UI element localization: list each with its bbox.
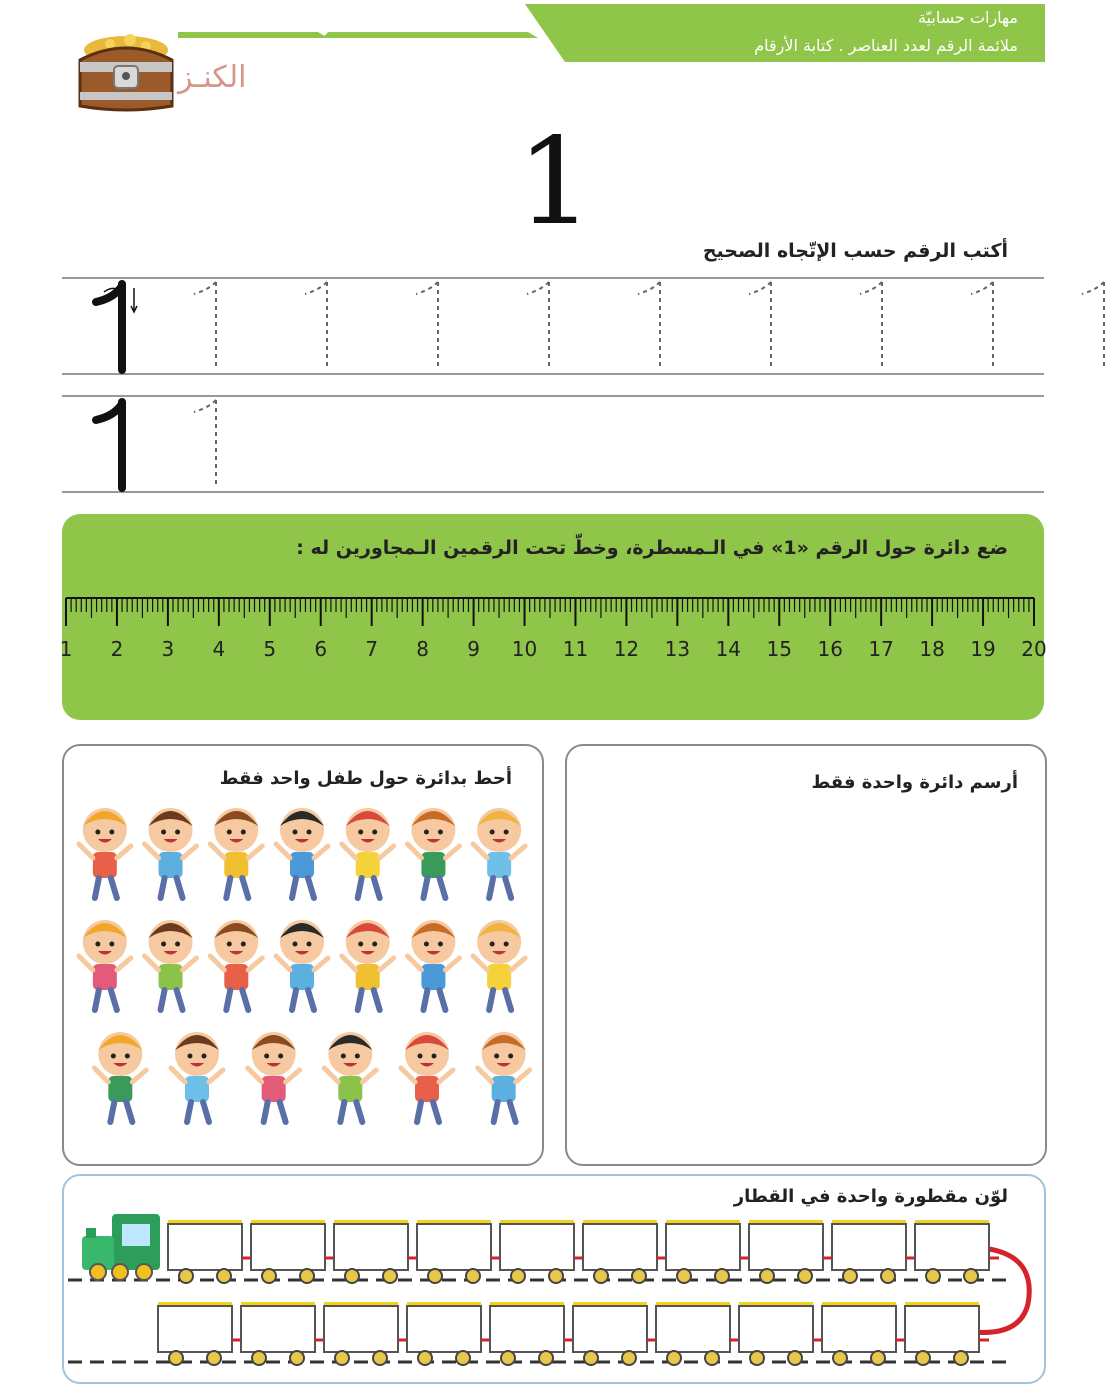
child-figure[interactable] [473,920,525,1010]
train-car[interactable] [905,1302,989,1365]
child-figure[interactable] [210,808,262,898]
train-engine[interactable] [82,1214,160,1280]
dashed-digit-one[interactable] [194,400,216,488]
child-figure[interactable] [79,808,131,898]
child-figure[interactable] [94,1032,146,1122]
brand-title: الكنـز [178,60,247,95]
train-car[interactable] [739,1302,823,1365]
train-car[interactable] [915,1220,999,1283]
child-figure[interactable] [324,1032,376,1122]
ruler-number[interactable]: 16 [817,637,843,661]
child-figure[interactable] [473,808,525,898]
child-figure[interactable] [407,808,459,898]
tracing-lines [62,270,1044,500]
circle-instruction: أرسم دائرة واحدة فقط [811,772,1018,793]
train-instruction: لوّن مقطورة واحدة في القطار [733,1186,1008,1207]
ruler-number[interactable]: 13 [664,637,691,661]
train-car[interactable] [251,1220,335,1283]
ruler-number[interactable]: 4 [212,637,226,661]
model-digit-row2 [96,402,122,488]
child-figure[interactable] [79,920,131,1010]
child-figure[interactable] [171,1032,223,1122]
dashed-digit-one[interactable] [1082,282,1104,370]
train-car[interactable] [158,1302,242,1365]
draw-circle-box[interactable] [565,744,1047,1166]
ruler-number[interactable]: 17 [868,637,894,661]
train-illustration[interactable] [62,1174,1046,1384]
ruler-number[interactable]: 7 [365,637,379,661]
dashed-digit-one[interactable] [638,282,660,370]
ruler-instruction: ضع دائرة حول الرقم «1» في الـمسطرة، وخطّ تحت الرقمين الـمجاورين له : [296,537,1008,559]
header-topic: مهارات حسابيّة [917,8,1018,27]
train-car[interactable] [417,1220,501,1283]
ruler-number[interactable]: 18 [919,637,945,661]
ruler-number[interactable]: 15 [766,637,792,661]
number-ruler[interactable] [59,590,1047,670]
dashed-digit-one[interactable] [860,282,882,370]
ruler-number[interactable]: 2 [110,637,124,661]
train-car[interactable] [666,1220,750,1283]
ruler-number[interactable]: 1 [59,637,73,661]
treasure-chest-logo [70,22,182,114]
train-car[interactable] [573,1302,657,1365]
child-figure[interactable] [276,808,328,898]
train-car[interactable] [407,1302,491,1365]
child-figure[interactable] [342,808,394,898]
trace-instruction: أكتب الرقم حسب الإتّجاه الصحيح [702,240,1008,262]
child-figure[interactable] [401,1032,453,1122]
child-figure[interactable] [248,1032,300,1122]
train-car[interactable] [749,1220,833,1283]
ruler-number[interactable]: 19 [970,637,996,661]
ruler-number[interactable]: 14 [715,637,742,661]
ruler-number[interactable]: 9 [467,637,480,661]
dashed-digit-one[interactable] [194,282,216,370]
child-figure[interactable] [407,920,459,1010]
child-figure[interactable] [276,920,328,1010]
child-figure[interactable] [145,808,197,898]
ruler-number[interactable]: 10 [511,637,538,661]
children-illustration[interactable] [62,800,542,1150]
child-figure[interactable] [145,920,197,1010]
dashed-digit-one[interactable] [416,282,438,370]
dashed-digit-one[interactable] [305,282,327,370]
header-subtopic: ملائمة الرقم لعدد العناصر . كتابة الأرقام [754,36,1018,55]
main-digit: 1 [516,113,594,252]
ruler-number[interactable]: 8 [416,637,429,661]
child-figure[interactable] [342,920,394,1010]
ruler-number[interactable]: 6 [314,637,328,661]
child-figure[interactable] [478,1032,530,1122]
model-digit-row1 [96,284,137,370]
header-stripe [178,28,538,42]
train-car[interactable] [832,1220,916,1283]
train-car[interactable] [490,1302,574,1365]
train-car[interactable] [168,1220,252,1283]
train-car[interactable] [583,1220,667,1283]
train-car[interactable] [500,1220,584,1283]
ruler-number[interactable]: 3 [161,637,175,661]
ruler-number[interactable]: 12 [613,637,640,661]
train-car[interactable] [822,1302,906,1365]
dashed-digit-one[interactable] [971,282,993,370]
train-car[interactable] [241,1302,325,1365]
dashed-digit-one[interactable] [749,282,771,370]
train-car[interactable] [334,1220,418,1283]
train-car[interactable] [324,1302,408,1365]
ruler-number[interactable]: 5 [263,637,277,661]
children-instruction: أحط بدائرة حول طفل واحد فقط [219,768,512,789]
train-car[interactable] [656,1302,740,1365]
ruler-number[interactable]: 20 [1021,637,1047,661]
ruler-number[interactable]: 11 [562,637,589,661]
dashed-digit-one[interactable] [527,282,549,370]
child-figure[interactable] [210,920,262,1010]
